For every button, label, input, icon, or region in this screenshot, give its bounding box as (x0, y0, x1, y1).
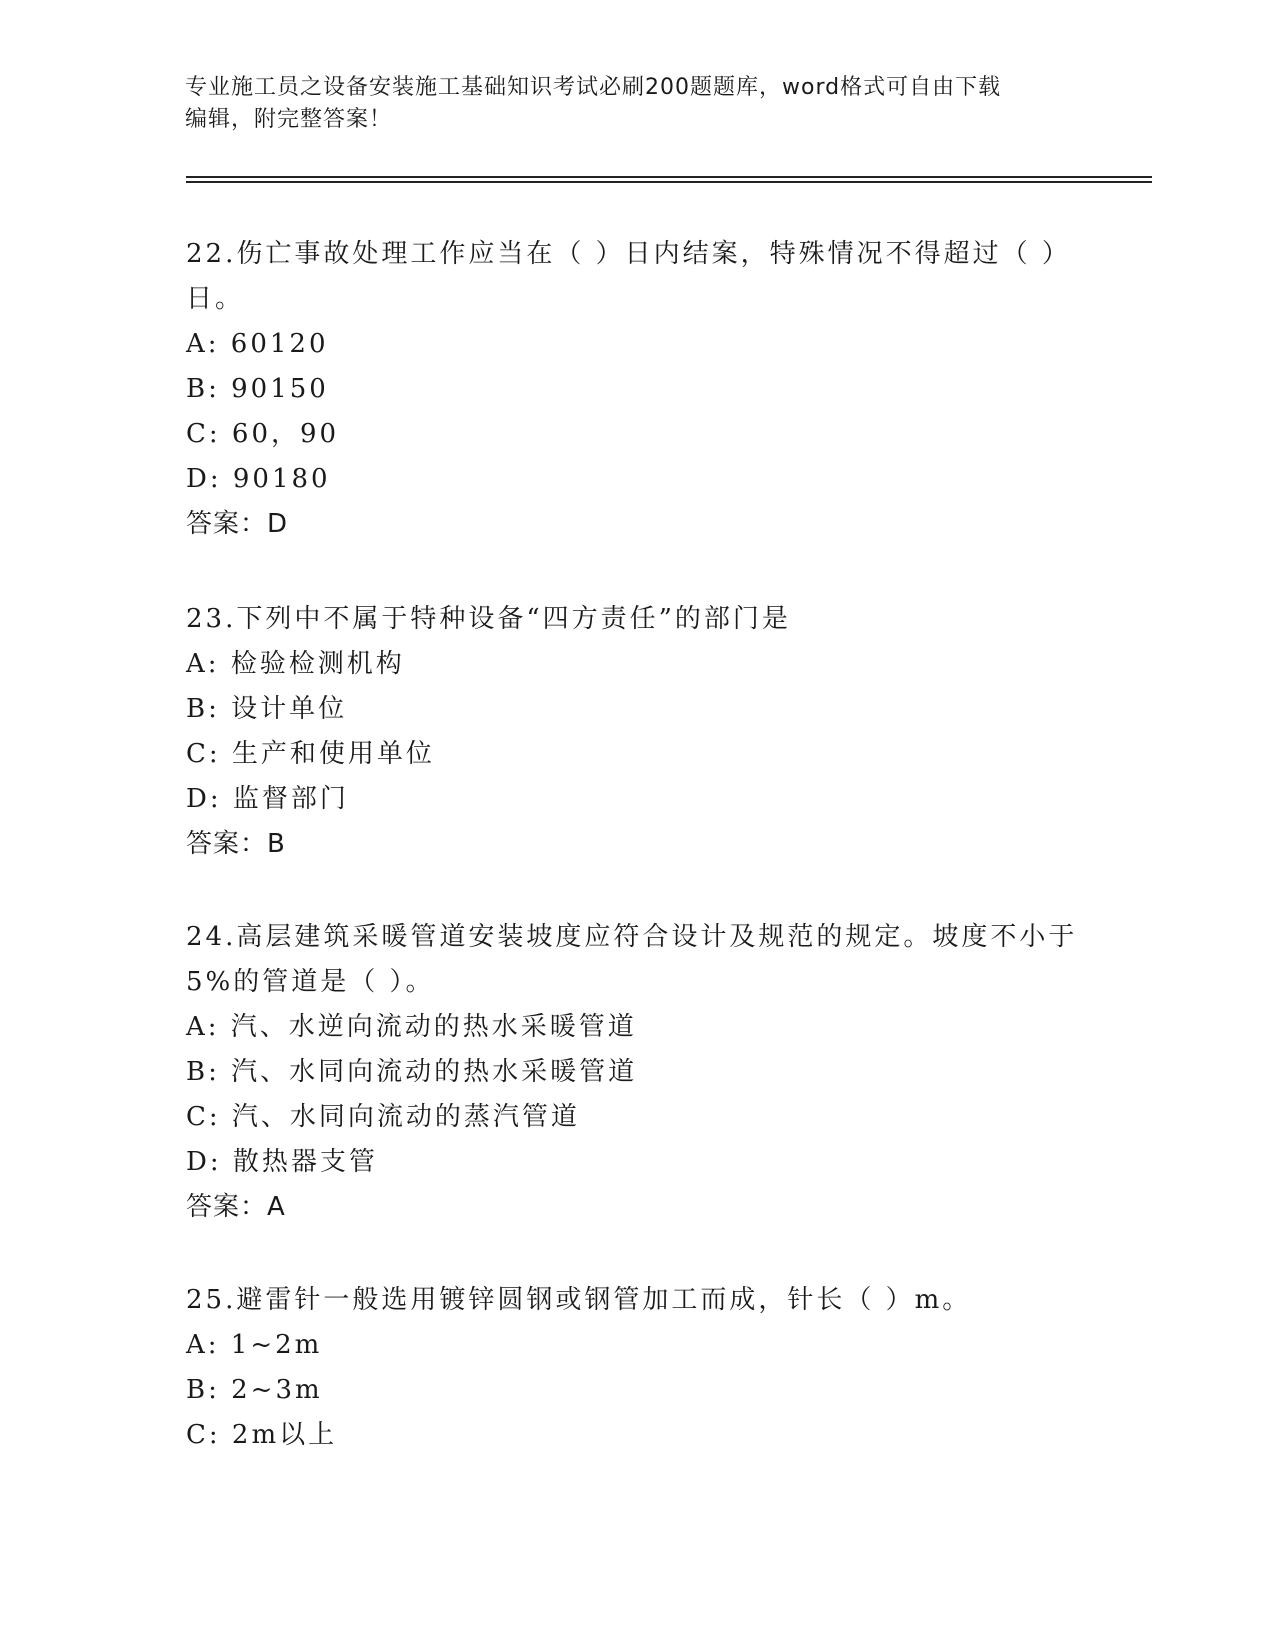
option-c: C: 汽、水同向流动的蒸汽管道 (186, 1102, 580, 1132)
question-25 (186, 1278, 1086, 1458)
question-stem: 22.伤亡事故处理工作应当在（ ）日内结案，特殊情况不得超过（ ）日。 (186, 239, 1071, 314)
document-header (185, 72, 1075, 136)
question-24 (186, 915, 1086, 1230)
option-a: A: 1~2m (186, 1330, 323, 1360)
question-22 (186, 232, 1086, 547)
header-divider-top (186, 176, 1152, 178)
option-d: D: 90180 (186, 464, 331, 494)
header-divider-bottom (186, 181, 1152, 183)
question-stem: 23.下列中不属于特种设备“四方责任”的部门是 (186, 604, 791, 634)
answer: 答案：D (186, 509, 289, 539)
answer: 答案：A (186, 1192, 286, 1222)
answer: 答案：B (186, 829, 286, 859)
question-stem: 24.高层建筑采暖管道安装坡度应符合设计及规范的规定。坡度不小于5%的管道是（ ）。 (186, 922, 1078, 997)
option-b: B: 设计单位 (186, 694, 348, 724)
header-line-2: 编辑，附完整答案！ (185, 107, 393, 132)
option-d: D: 监督部门 (186, 784, 349, 814)
option-c: C: 60，90 (186, 419, 340, 449)
option-d: D: 散热器支管 (186, 1147, 378, 1177)
option-a: A: 检验检测机构 (186, 649, 405, 679)
question-23 (186, 597, 1086, 867)
option-a: A: 60120 (186, 329, 329, 359)
option-b: B: 90150 (186, 374, 329, 404)
header-line-1: 专业施工员之设备安装施工基础知识考试必刷200题题库，word格式可自由下载 (185, 75, 1002, 100)
option-b: B: 2~3m (186, 1375, 323, 1405)
option-c: C: 2m以上 (186, 1420, 338, 1450)
question-stem: 25.避雷针一般选用镀锌圆钢或钢管加工而成，针长（ ）m。 (186, 1285, 972, 1315)
option-a: A: 汽、水逆向流动的热水采暖管道 (186, 1012, 637, 1042)
option-b: B: 汽、水同向流动的热水采暖管道 (186, 1057, 638, 1087)
option-c: C: 生产和使用单位 (186, 739, 435, 769)
